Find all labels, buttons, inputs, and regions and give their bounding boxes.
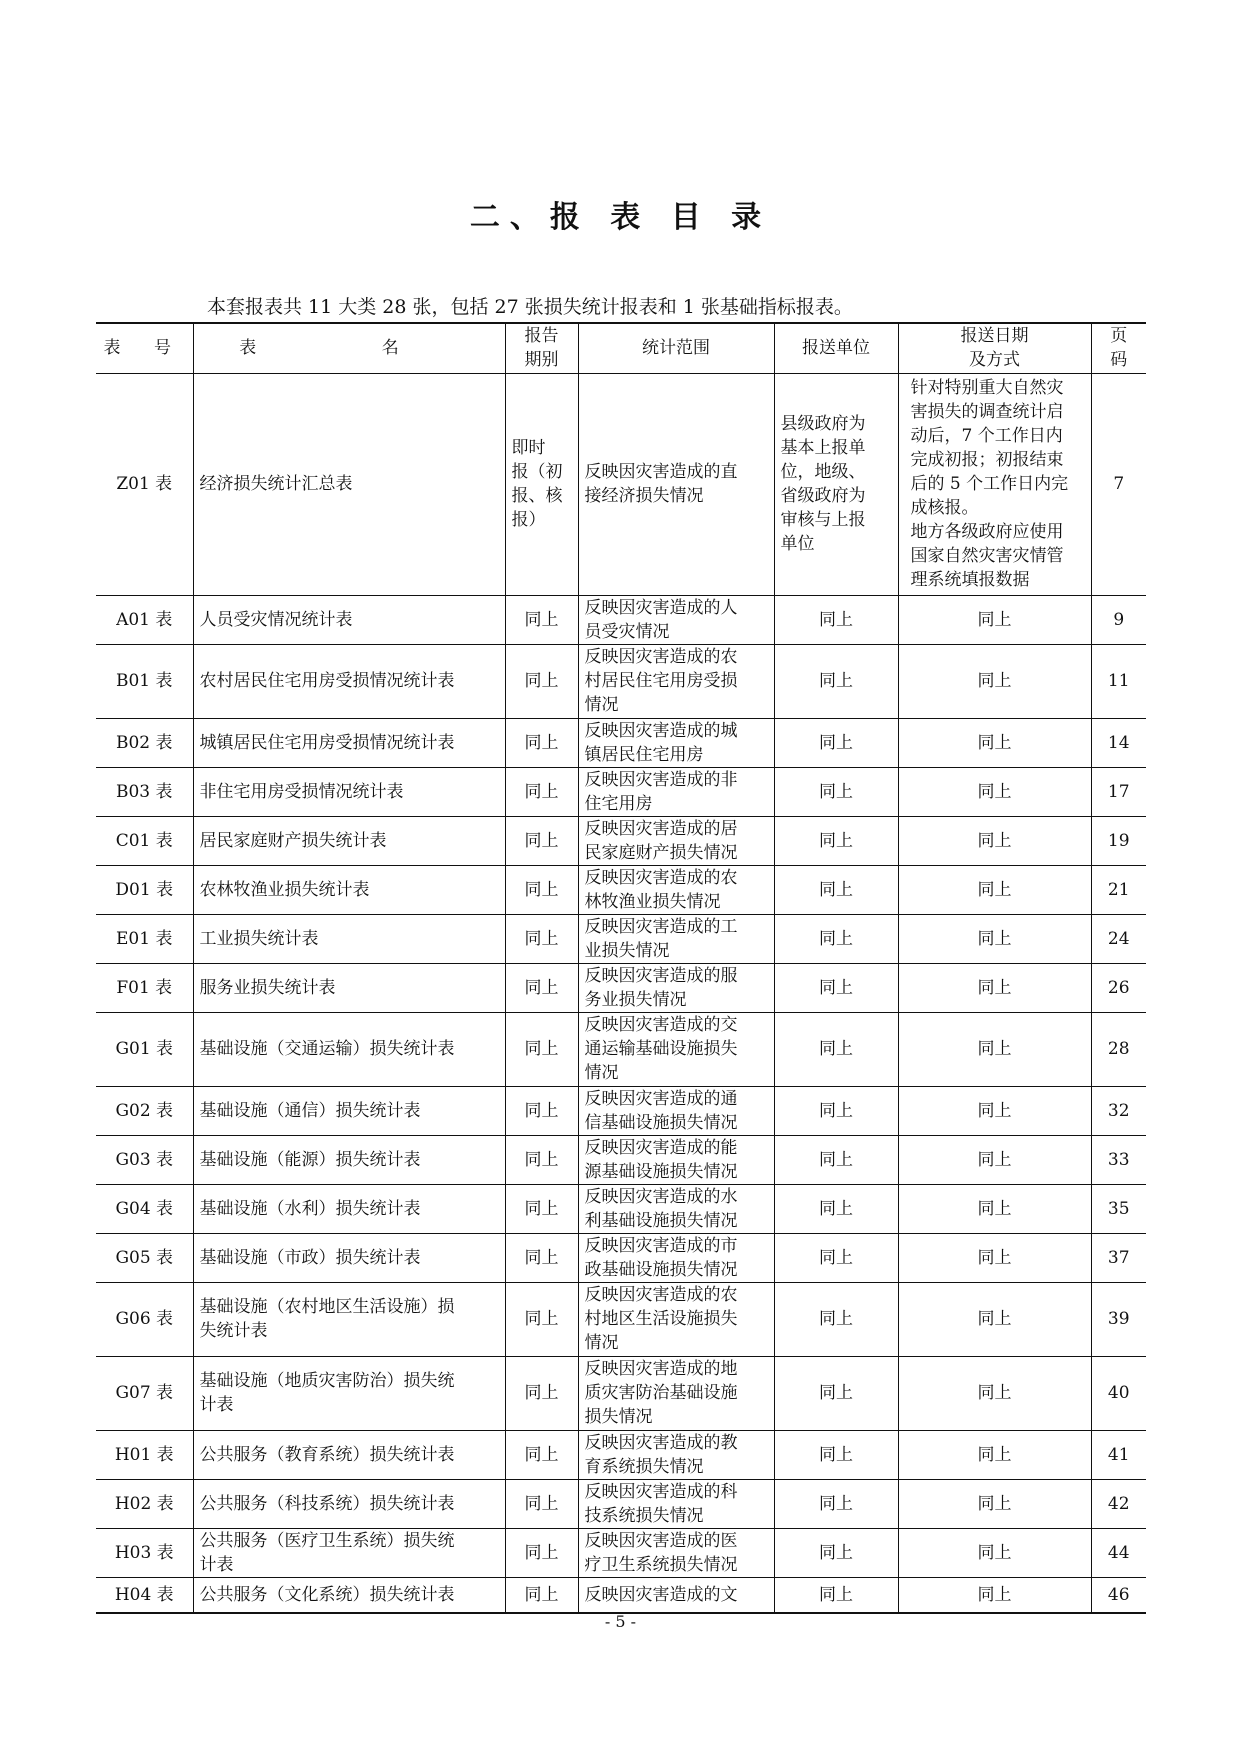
table-row bbox=[96, 1135, 1146, 1184]
cell-code: G01 表 bbox=[96, 1012, 193, 1086]
header-name: 表 名 bbox=[193, 323, 505, 373]
table-row bbox=[96, 373, 1146, 595]
cell-date: 同上 bbox=[898, 963, 1091, 1012]
cell-period: 同上 bbox=[505, 865, 578, 914]
cell-period: 同上 bbox=[505, 1233, 578, 1282]
table-row bbox=[96, 1528, 1146, 1577]
cell-unit: 同上 bbox=[774, 865, 898, 914]
cell-unit: 同上 bbox=[774, 914, 898, 963]
cell-date: 同上 bbox=[898, 1233, 1091, 1282]
table-row bbox=[96, 1184, 1146, 1233]
cell-code: G05 表 bbox=[96, 1233, 193, 1282]
cell-unit: 同上 bbox=[774, 816, 898, 865]
cell-page: 11 bbox=[1091, 644, 1146, 718]
cell-period: 同上 bbox=[505, 1479, 578, 1528]
cell-code: G07 表 bbox=[96, 1356, 193, 1430]
header-date: 报送日期 及方式 bbox=[898, 323, 1091, 373]
cell-period: 同上 bbox=[505, 1356, 578, 1430]
cell-period: 同上 bbox=[505, 963, 578, 1012]
table-row bbox=[96, 718, 1146, 767]
cell-page: 37 bbox=[1091, 1233, 1146, 1282]
cell-unit: 同上 bbox=[774, 1282, 898, 1356]
cell-date: 同上 bbox=[898, 644, 1091, 718]
cell-page: 41 bbox=[1091, 1430, 1146, 1479]
cell-name: 城镇居民住宅用房受损情况统计表 bbox=[193, 718, 505, 767]
cell-code: C01 表 bbox=[96, 816, 193, 865]
page-title: 二、报 表 目 录 bbox=[469, 200, 772, 235]
intro-text: 本套报表共 11 大类 28 张，包括 27 张损失统计报表和 1 张基础指标报表。 bbox=[207, 296, 853, 318]
cell-unit: 同上 bbox=[774, 1479, 898, 1528]
cell-name: 工业损失统计表 bbox=[193, 914, 505, 963]
cell-name: 农林牧渔业损失统计表 bbox=[193, 865, 505, 914]
cell-period: 同上 bbox=[505, 644, 578, 718]
cell-name: 基础设施（能源）损失统计表 bbox=[193, 1135, 505, 1184]
report-catalog-table bbox=[96, 322, 1146, 1614]
cell-unit: 同上 bbox=[774, 1430, 898, 1479]
cell-page: 28 bbox=[1091, 1012, 1146, 1086]
cell-scope: 反映因灾害造成的地 质灾害防治基础设施 损失情况 bbox=[578, 1356, 774, 1430]
cell-name: 基础设施（水利）损失统计表 bbox=[193, 1184, 505, 1233]
cell-code: B01 表 bbox=[96, 644, 193, 718]
cell-page: 14 bbox=[1091, 718, 1146, 767]
cell-date: 同上 bbox=[898, 865, 1091, 914]
cell-name: 基础设施（交通运输）损失统计表 bbox=[193, 1012, 505, 1086]
cell-unit: 同上 bbox=[774, 644, 898, 718]
cell-code: H01 表 bbox=[96, 1430, 193, 1479]
cell-period: 同上 bbox=[505, 1577, 578, 1613]
table-row bbox=[96, 1086, 1146, 1135]
cell-code: D01 表 bbox=[96, 865, 193, 914]
cell-date: 同上 bbox=[898, 718, 1091, 767]
header-unit: 报送单位 bbox=[774, 323, 898, 373]
cell-scope: 反映因灾害造成的教 育系统损失情况 bbox=[578, 1430, 774, 1479]
cell-page: 7 bbox=[1091, 373, 1146, 595]
cell-name: 服务业损失统计表 bbox=[193, 963, 505, 1012]
cell-code: B03 表 bbox=[96, 767, 193, 816]
cell-unit: 同上 bbox=[774, 1135, 898, 1184]
cell-scope: 反映因灾害造成的服 务业损失情况 bbox=[578, 963, 774, 1012]
cell-page: 46 bbox=[1091, 1577, 1146, 1613]
cell-scope: 反映因灾害造成的农 村居民住宅用房受损 情况 bbox=[578, 644, 774, 718]
cell-scope: 反映因灾害造成的工 业损失情况 bbox=[578, 914, 774, 963]
cell-scope: 反映因灾害造成的文 bbox=[578, 1577, 774, 1613]
cell-period: 同上 bbox=[505, 1086, 578, 1135]
cell-date: 同上 bbox=[898, 914, 1091, 963]
cell-unit: 同上 bbox=[774, 1577, 898, 1613]
cell-page: 40 bbox=[1091, 1356, 1146, 1430]
cell-name: 人员受灾情况统计表 bbox=[193, 595, 505, 644]
cell-code: H03 表 bbox=[96, 1528, 193, 1577]
cell-period: 同上 bbox=[505, 718, 578, 767]
cell-scope: 反映因灾害造成的通 信基础设施损失情况 bbox=[578, 1086, 774, 1135]
cell-date: 同上 bbox=[898, 1282, 1091, 1356]
cell-unit: 同上 bbox=[774, 1528, 898, 1577]
cell-date: 同上 bbox=[898, 1086, 1091, 1135]
cell-code: Z01 表 bbox=[96, 373, 193, 595]
cell-code: E01 表 bbox=[96, 914, 193, 963]
cell-unit: 同上 bbox=[774, 718, 898, 767]
cell-page: 33 bbox=[1091, 1135, 1146, 1184]
table-header-row bbox=[96, 323, 1146, 373]
cell-unit: 同上 bbox=[774, 767, 898, 816]
cell-period: 同上 bbox=[505, 1430, 578, 1479]
cell-page: 35 bbox=[1091, 1184, 1146, 1233]
cell-unit: 同上 bbox=[774, 1012, 898, 1086]
cell-unit: 同上 bbox=[774, 1184, 898, 1233]
cell-name: 公共服务（教育系统）损失统计表 bbox=[193, 1430, 505, 1479]
cell-date: 同上 bbox=[898, 1430, 1091, 1479]
cell-name: 公共服务（文化系统）损失统计表 bbox=[193, 1577, 505, 1613]
cell-page: 32 bbox=[1091, 1086, 1146, 1135]
cell-period: 同上 bbox=[505, 595, 578, 644]
cell-page: 9 bbox=[1091, 595, 1146, 644]
table-row bbox=[96, 1577, 1146, 1613]
cell-name: 基础设施（市政）损失统计表 bbox=[193, 1233, 505, 1282]
table-row bbox=[96, 1012, 1146, 1086]
cell-period: 同上 bbox=[505, 1528, 578, 1577]
cell-date: 同上 bbox=[898, 1012, 1091, 1086]
cell-scope: 反映因灾害造成的农 村地区生活设施损失 情况 bbox=[578, 1282, 774, 1356]
cell-unit: 同上 bbox=[774, 1356, 898, 1430]
cell-date: 同上 bbox=[898, 816, 1091, 865]
page-number: - 5 - bbox=[604, 1612, 637, 1631]
cell-period: 同上 bbox=[505, 767, 578, 816]
table-row bbox=[96, 767, 1146, 816]
cell-unit: 同上 bbox=[774, 1233, 898, 1282]
header-page: 页 码 bbox=[1091, 323, 1146, 373]
table-row bbox=[96, 1233, 1146, 1282]
cell-name: 居民家庭财产损失统计表 bbox=[193, 816, 505, 865]
table-row bbox=[96, 1282, 1146, 1356]
cell-name: 基础设施（农村地区生活设施）损 失统计表 bbox=[193, 1282, 505, 1356]
cell-date: 同上 bbox=[898, 1577, 1091, 1613]
cell-page: 26 bbox=[1091, 963, 1146, 1012]
cell-code: G06 表 bbox=[96, 1282, 193, 1356]
header-scope: 统计范围 bbox=[578, 323, 774, 373]
cell-page: 44 bbox=[1091, 1528, 1146, 1577]
cell-date: 同上 bbox=[898, 1356, 1091, 1430]
cell-unit: 同上 bbox=[774, 1086, 898, 1135]
cell-date: 同上 bbox=[898, 595, 1091, 644]
cell-code: H02 表 bbox=[96, 1479, 193, 1528]
cell-name: 基础设施（地质灾害防治）损失统 计表 bbox=[193, 1356, 505, 1430]
header-period: 报告 期别 bbox=[505, 323, 578, 373]
cell-scope: 反映因灾害造成的能 源基础设施损失情况 bbox=[578, 1135, 774, 1184]
cell-scope: 反映因灾害造成的城 镇居民住宅用房 bbox=[578, 718, 774, 767]
cell-scope: 反映因灾害造成的市 政基础设施损失情况 bbox=[578, 1233, 774, 1282]
cell-scope: 反映因灾害造成的直 接经济损失情况 bbox=[578, 373, 774, 595]
cell-code: G03 表 bbox=[96, 1135, 193, 1184]
cell-page: 21 bbox=[1091, 865, 1146, 914]
cell-date: 同上 bbox=[898, 1479, 1091, 1528]
table-row bbox=[96, 595, 1146, 644]
cell-period: 同上 bbox=[505, 816, 578, 865]
table-row bbox=[96, 1430, 1146, 1479]
cell-name: 公共服务（医疗卫生系统）损失统 计表 bbox=[193, 1528, 505, 1577]
cell-code: G04 表 bbox=[96, 1184, 193, 1233]
table-row bbox=[96, 644, 1146, 718]
cell-date: 同上 bbox=[898, 1184, 1091, 1233]
table-row bbox=[96, 1479, 1146, 1528]
cell-name: 公共服务（科技系统）损失统计表 bbox=[193, 1479, 505, 1528]
cell-period: 同上 bbox=[505, 1282, 578, 1356]
cell-page: 24 bbox=[1091, 914, 1146, 963]
cell-scope: 反映因灾害造成的水 利基础设施损失情况 bbox=[578, 1184, 774, 1233]
cell-date: 同上 bbox=[898, 1528, 1091, 1577]
table-row bbox=[96, 1356, 1146, 1430]
cell-period: 同上 bbox=[505, 1012, 578, 1086]
cell-scope: 反映因灾害造成的非 住宅用房 bbox=[578, 767, 774, 816]
cell-unit: 县级政府为 基本上报单 位，地级、 省级政府为 审核与上报 单位 bbox=[774, 373, 898, 595]
table-row bbox=[96, 963, 1146, 1012]
cell-scope: 反映因灾害造成的农 林牧渔业损失情况 bbox=[578, 865, 774, 914]
cell-name: 非住宅用房受损情况统计表 bbox=[193, 767, 505, 816]
cell-scope: 反映因灾害造成的科 技系统损失情况 bbox=[578, 1479, 774, 1528]
cell-period: 同上 bbox=[505, 1135, 578, 1184]
header-code: 表 号 bbox=[96, 323, 193, 373]
cell-period: 同上 bbox=[505, 914, 578, 963]
cell-name: 农村居民住宅用房受损情况统计表 bbox=[193, 644, 505, 718]
cell-name: 基础设施（通信）损失统计表 bbox=[193, 1086, 505, 1135]
cell-code: G02 表 bbox=[96, 1086, 193, 1135]
table-row bbox=[96, 816, 1146, 865]
cell-page: 17 bbox=[1091, 767, 1146, 816]
cell-code: F01 表 bbox=[96, 963, 193, 1012]
cell-unit: 同上 bbox=[774, 595, 898, 644]
cell-period: 同上 bbox=[505, 1184, 578, 1233]
cell-period: 即时 报（初 报、核 报） bbox=[505, 373, 578, 595]
cell-date: 同上 bbox=[898, 767, 1091, 816]
cell-scope: 反映因灾害造成的医 疗卫生系统损失情况 bbox=[578, 1528, 774, 1577]
cell-page: 19 bbox=[1091, 816, 1146, 865]
cell-code: A01 表 bbox=[96, 595, 193, 644]
table-row bbox=[96, 914, 1146, 963]
cell-date: 针对特别重大自然灾 害损失的调查统计启 动后，7 个工作日内 完成初报；初报结束 后的 5 个工作日内完 成核报。 地方各级政府应使用 国家自然灾害灾情管 理系统填报数据 bbox=[898, 373, 1091, 595]
cell-page: 42 bbox=[1091, 1479, 1146, 1528]
cell-name: 经济损失统计汇总表 bbox=[193, 373, 505, 595]
cell-code: B02 表 bbox=[96, 718, 193, 767]
cell-scope: 反映因灾害造成的居 民家庭财产损失情况 bbox=[578, 816, 774, 865]
cell-date: 同上 bbox=[898, 1135, 1091, 1184]
cell-unit: 同上 bbox=[774, 963, 898, 1012]
cell-scope: 反映因灾害造成的人 员受灾情况 bbox=[578, 595, 774, 644]
cell-scope: 反映因灾害造成的交 通运输基础设施损失 情况 bbox=[578, 1012, 774, 1086]
cell-page: 39 bbox=[1091, 1282, 1146, 1356]
table-row bbox=[96, 865, 1146, 914]
cell-code: H04 表 bbox=[96, 1577, 193, 1613]
